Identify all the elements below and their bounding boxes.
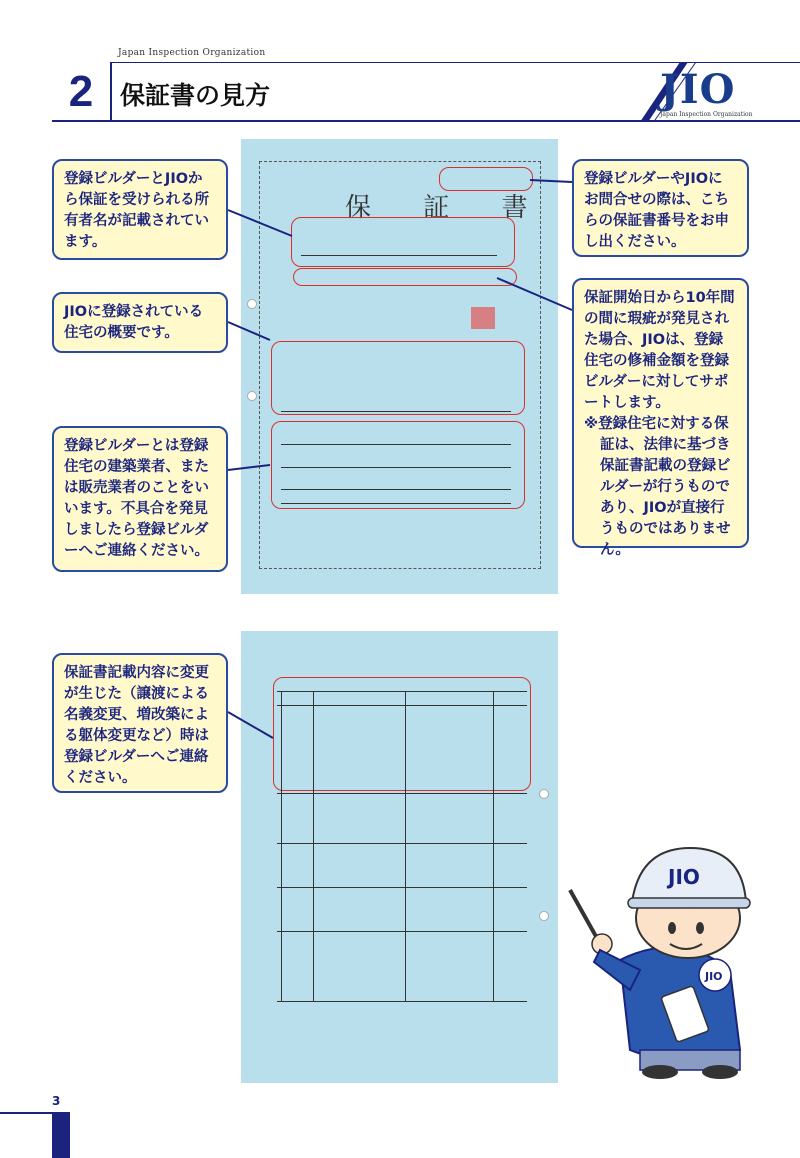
document-title: 保 証 書 bbox=[345, 193, 550, 223]
support-text: 保証開始日から10年間の間に瑕疵が発見された場合、JIOは、登録住宅の修補金額を登録ビルダーに対してサポートします。 bbox=[584, 290, 735, 411]
page-number: 3 bbox=[52, 1094, 61, 1108]
callout-change: 保証書記載内容に変更が生じた（譲渡による名義変更、増改築による躯体変更など）時は登録ビルダーへご連絡ください。 bbox=[52, 653, 228, 793]
mascot-helmet-label: JIO bbox=[668, 865, 700, 889]
callout-builder: 登録ビルダーとは登録住宅の建築業者、または販売業者のことをいいます。不具合を発見しましたら登録ビルダーへご連絡ください。 bbox=[52, 426, 228, 572]
callout-inquiry: 登録ビルダーやJIOにお問合せの際は、こちらの保証書番号をお申し出ください。 bbox=[572, 159, 749, 257]
section-title: 保証書の見方 bbox=[120, 81, 271, 110]
jio-mascot-illustration bbox=[560, 840, 780, 1080]
footer-rule bbox=[0, 1112, 52, 1114]
org-name: Japan Inspection Organization bbox=[118, 48, 266, 58]
jio-logo-subtitle: Japan Inspection Organization bbox=[660, 111, 753, 118]
section-number: 2 bbox=[68, 67, 94, 116]
support-note: ※登録住宅に対する保証は、法律に基づき保証書記載の登録ビルダーが行うものであり、JIOが直接行うものではありません。 bbox=[584, 416, 731, 558]
footer-bar bbox=[52, 1112, 70, 1158]
callout-house-summary: JIOに登録されている住宅の概要です。 bbox=[52, 292, 228, 353]
callout-owner-name: 登録ビルダーとJIOから保証を受けられる所有者名が記載されています。 bbox=[52, 159, 228, 260]
mascot-badge: JIO bbox=[705, 970, 723, 983]
callout-support bbox=[572, 278, 749, 558]
jio-logo: JIO bbox=[660, 66, 736, 113]
